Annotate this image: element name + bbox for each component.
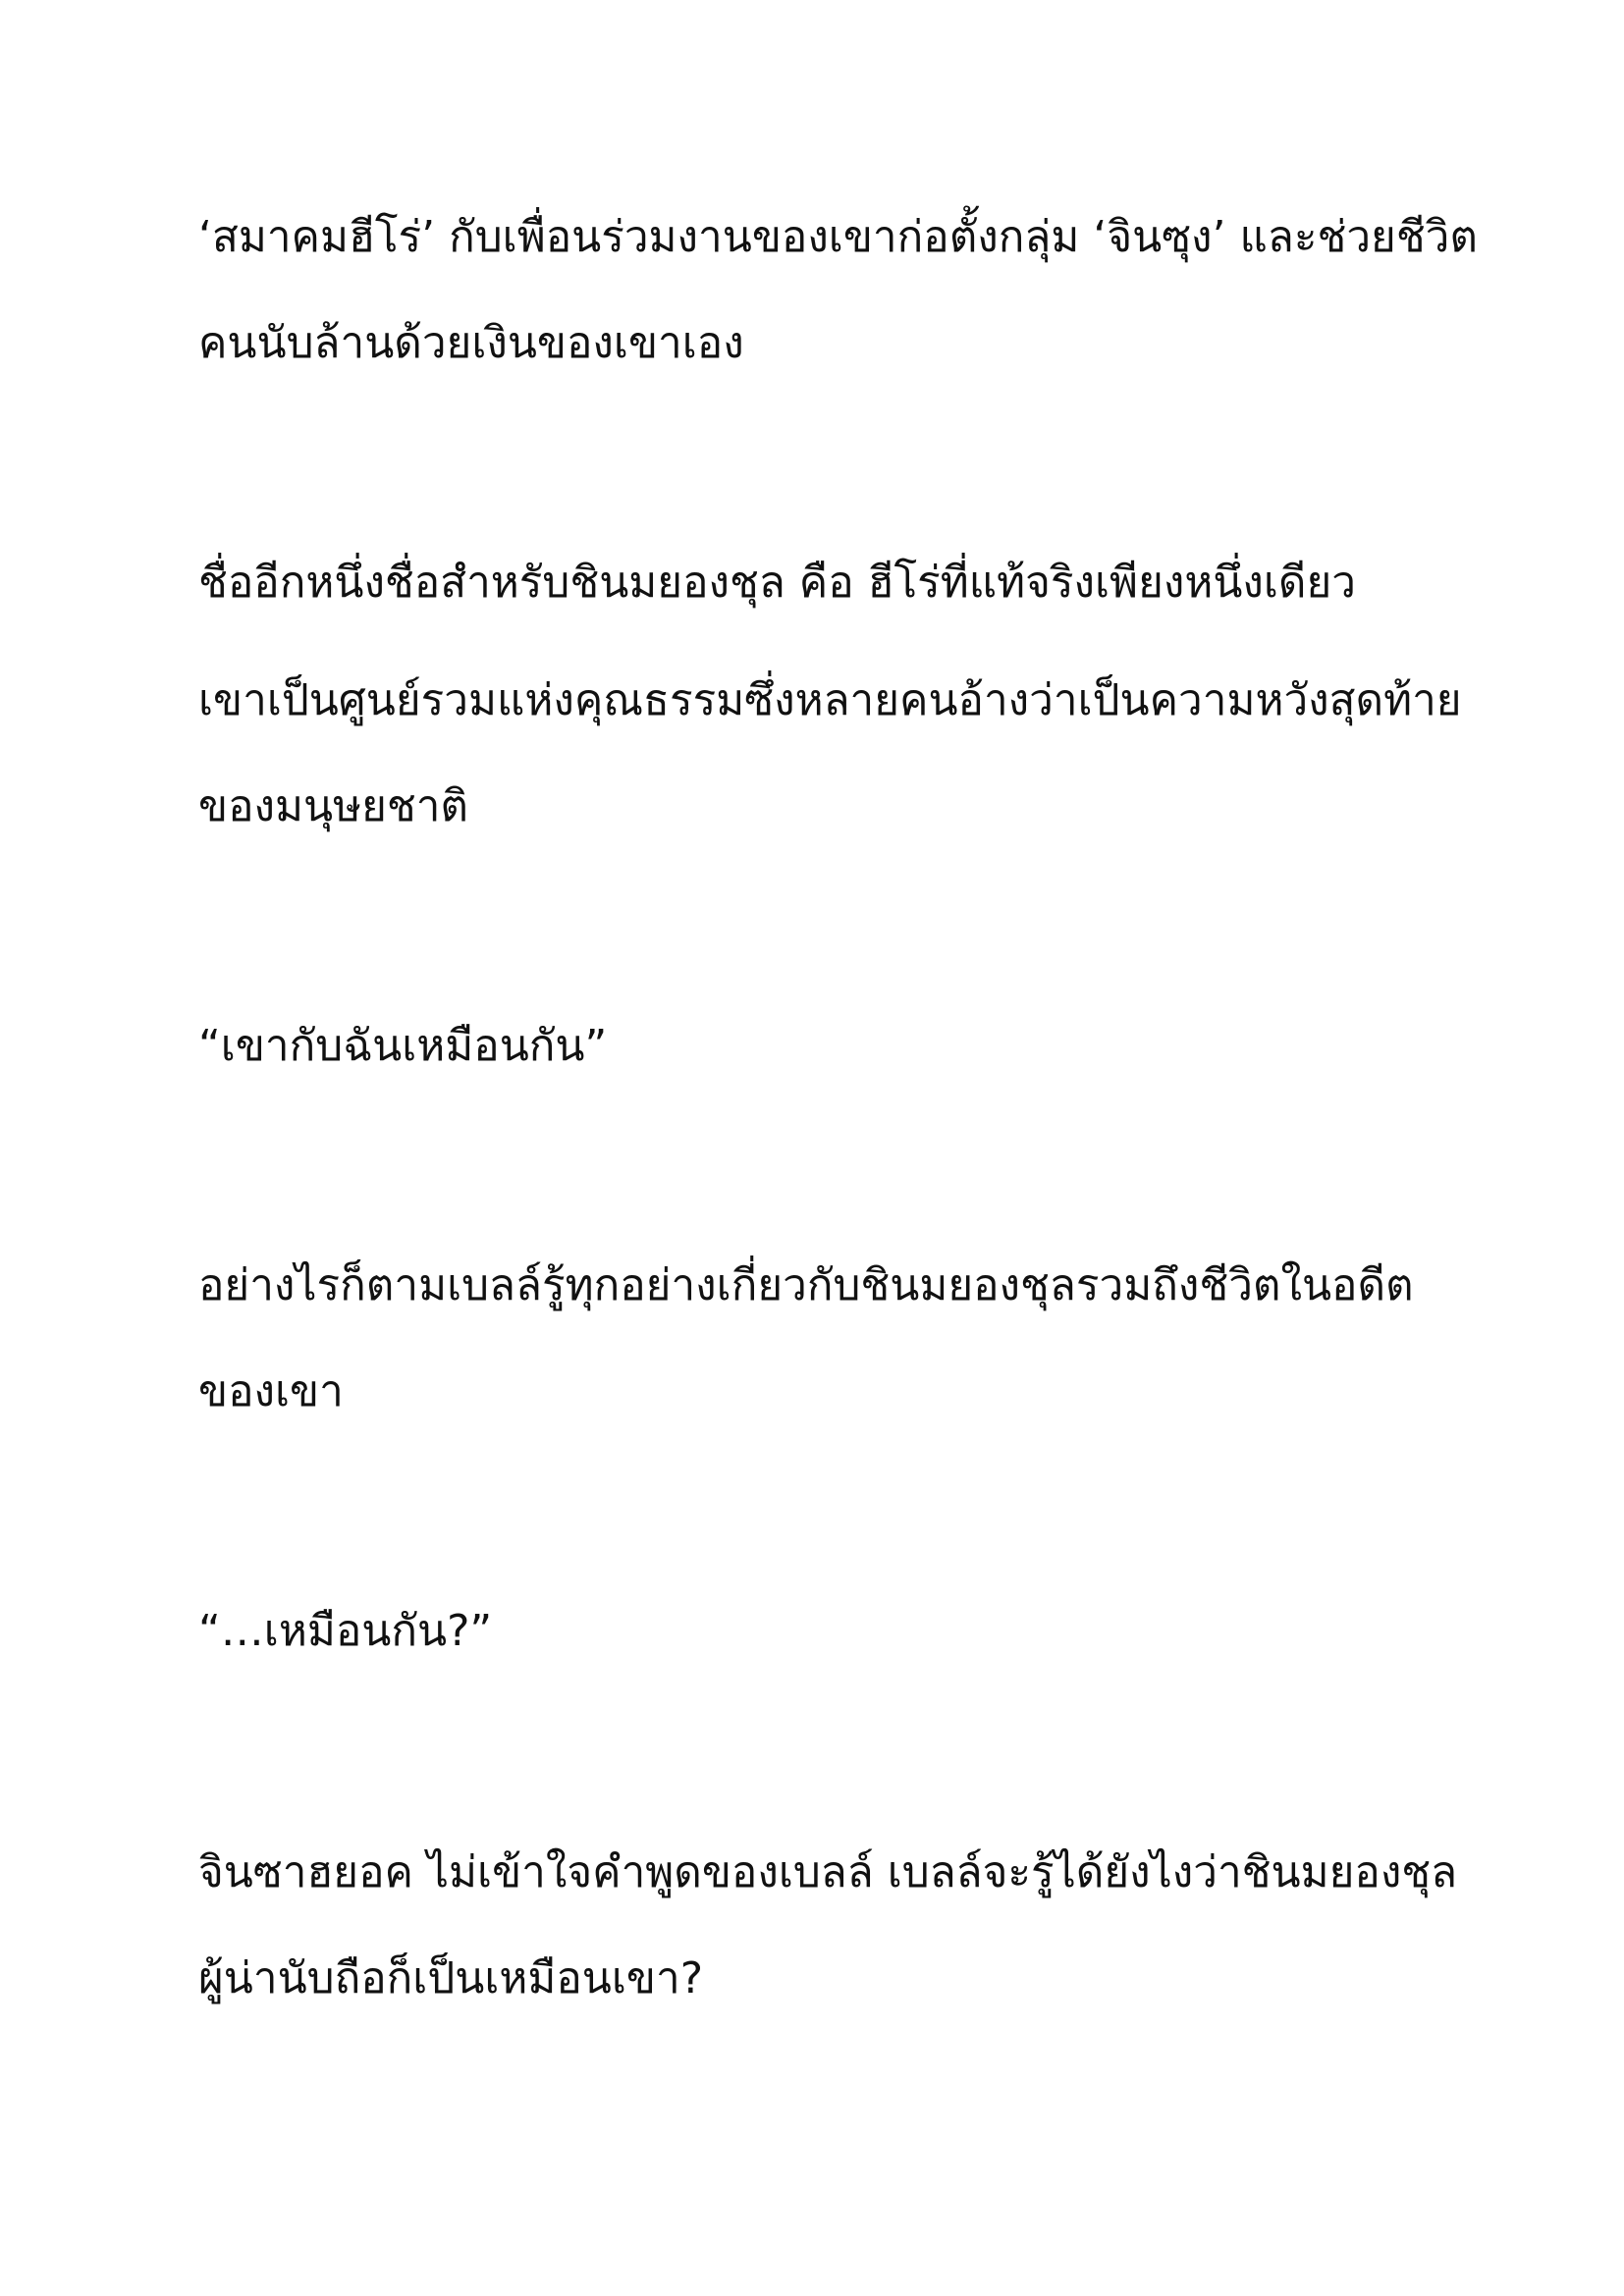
text-line: อย่างไรก็ตามเบลล์รู้ทุกอย่างเกี่ยวกับชินมยองชุลรวมถึงชีวิตในอดีต	[198, 1260, 1414, 1310]
text-line: ผู้น่านับถือก็เป็นเหมือนเขา?	[198, 1953, 704, 2003]
text-line: เขาเป็นศูนย์รวมแห่งคุณธรรมซึ่งหลายคนอ้างว่าเป็นความหวังสุดท้าย	[198, 675, 1462, 725]
dialogue-line: “…เหมือนกัน?”	[198, 1606, 493, 1656]
text-line: ‘สมาคมฮีโร่’ กับเพื่อนร่วมงานของเขาก่อตั้งกลุ่ม ‘จินซุง’ และช่วยชีวิต	[198, 212, 1478, 262]
text-line: จินซาฮยอค ไม่เข้าใจคำพูดของเบลล์ เบลล์จะรู้ได้ยังไงว่าชินมยองชุล	[198, 1847, 1458, 1897]
dialogue-line: “เขากับฉันเหมือนกัน”	[198, 1021, 608, 1071]
text-line: ของมนุษยชาติ	[198, 781, 468, 831]
text-line: ชื่ออีกหนึ่งชื่อสำหรับชินมยองชุล คือ ฮีโร่ที่แท้จริงเพียงหนึ่งเดียว	[198, 558, 1356, 608]
text-line: คนนับล้านด้วยเงินของเขาเอง	[198, 318, 744, 368]
text-line: ของเขา	[198, 1366, 344, 1416]
